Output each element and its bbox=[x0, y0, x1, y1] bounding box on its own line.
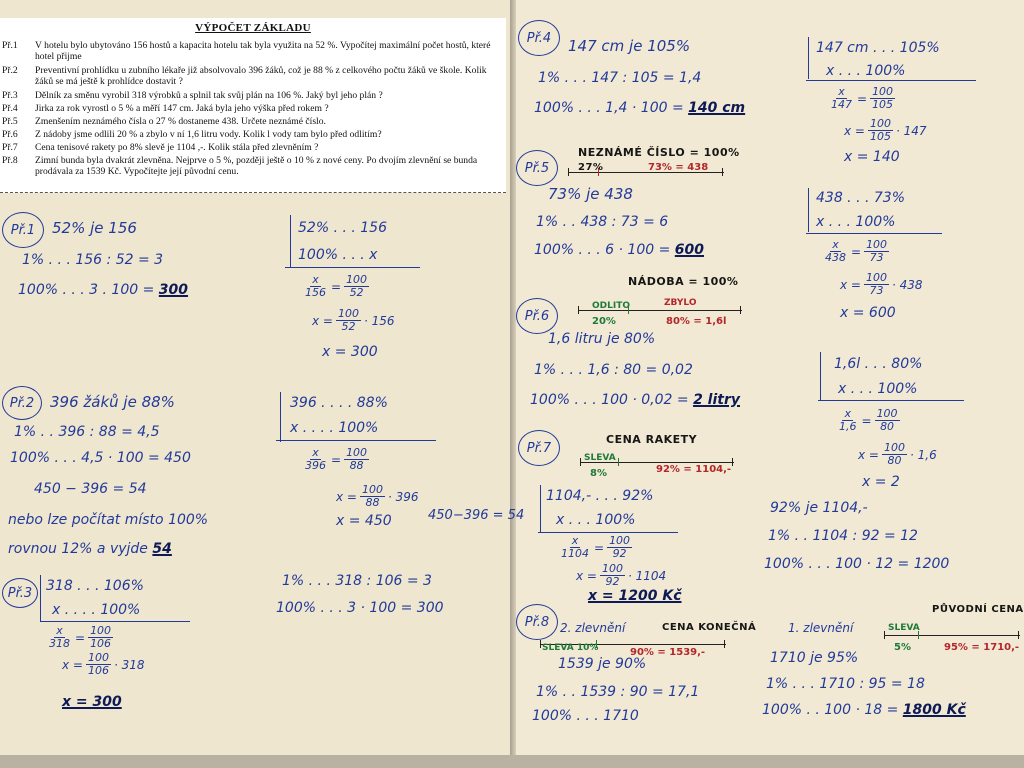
p1-proportion-b: 100% . . . x bbox=[298, 247, 378, 263]
p2-difference: 450 − 396 = 54 bbox=[34, 481, 147, 497]
p3-equation-2 bbox=[62, 652, 145, 677]
equation-rhs: · 147 bbox=[895, 123, 927, 138]
problem-number: Př.8 bbox=[2, 155, 18, 166]
p2-equation-2 bbox=[336, 484, 419, 509]
problem-number: Př.4 bbox=[2, 103, 18, 114]
problem-7-label-circle bbox=[518, 430, 560, 466]
fraction-denominator: 52 bbox=[341, 320, 356, 333]
problem-3-label: Př.3 bbox=[7, 585, 33, 601]
p8-first-bar-segment-a-label: SLEVA bbox=[888, 623, 920, 633]
problem-8 bbox=[2, 155, 502, 178]
p6-proportion-rule bbox=[818, 400, 964, 401]
p3-proportion-a: 318 . . . 106% bbox=[46, 578, 144, 594]
p3-proportion-rule bbox=[40, 621, 190, 622]
problem-5 bbox=[2, 116, 502, 127]
fraction-denominator: 1,6 bbox=[839, 420, 857, 433]
fraction-denominator: 156 bbox=[305, 286, 326, 299]
equation-lhs: x = bbox=[844, 123, 865, 138]
p4-one-percent: 1% . . . 147 : 105 = 1,4 bbox=[538, 70, 702, 86]
equation-lhs: x = bbox=[336, 489, 357, 504]
problem-text: Cena tenisové rakety po 8% slevě je 1104 ,-. Kolik stála před zlevněním ? bbox=[35, 142, 319, 153]
p3-hundred-percent: 100% . . . 3 · 100 = 300 bbox=[276, 600, 444, 616]
p4-proportion-a: 147 cm . . . 105% bbox=[816, 40, 940, 56]
p6-proportion-a: 1,6l . . . 80% bbox=[834, 356, 923, 372]
fraction-denominator: 73 bbox=[869, 284, 884, 297]
p8-bar-tick bbox=[884, 631, 885, 639]
fraction-numerator: 100 bbox=[346, 273, 368, 286]
p4-given: 147 cm je 105% bbox=[568, 37, 691, 55]
printed-assignment-sheet bbox=[0, 18, 506, 193]
p5-answer: 600 bbox=[674, 242, 705, 258]
fraction-denominator: 105 bbox=[869, 130, 891, 143]
p5-segment-a: 27% bbox=[578, 162, 604, 173]
problem-number: Př.7 bbox=[2, 142, 18, 153]
p6-segment-b: 80% = 1,6l bbox=[666, 316, 727, 327]
p6-proportion-bracket bbox=[820, 352, 821, 400]
problem-1 bbox=[2, 40, 502, 63]
problem-text: Jirka za rok vyrostl o 5 % a měří 147 cm. Jaká byla jeho výška před rokem ? bbox=[35, 103, 329, 114]
p3-equation-1: $\frac{x}{318}$ = $\frac{100}{106}$ bbox=[49, 624, 112, 650]
problem-4 bbox=[2, 103, 502, 114]
problem-7 bbox=[2, 142, 502, 153]
fraction-denominator: 80 bbox=[880, 420, 895, 433]
problem-2-label-circle bbox=[2, 386, 42, 420]
problem-3 bbox=[2, 90, 502, 101]
p3-proportion-b: x . . . . 100% bbox=[52, 602, 141, 618]
p7-equation-1: $\frac{x}{1104}$ = $\frac{100}{92}$ bbox=[561, 534, 631, 560]
fraction-numerator: x bbox=[312, 273, 319, 286]
problem-text: Dělník za směnu vyrobil 318 výrobků a splnil tak svůj plán na 106 %. Jaký byl jeho plán ? bbox=[35, 90, 383, 101]
fraction-numerator: x bbox=[832, 238, 839, 251]
equation-rhs: · 1,6 bbox=[909, 447, 937, 462]
p6-one-percent: 1% . . . 1,6 : 80 = 0,02 bbox=[534, 362, 693, 378]
p4-equation-2 bbox=[844, 118, 927, 143]
p8-hundred-percent-1 bbox=[762, 702, 966, 718]
problem-1-label: Př.1 bbox=[10, 222, 36, 238]
fraction-denominator: 438 bbox=[825, 251, 846, 264]
p1-one-percent: 1% . . . 156 : 52 = 3 bbox=[22, 252, 164, 268]
fraction-denominator: 73 bbox=[869, 251, 884, 264]
p2-note-line-2 bbox=[8, 541, 172, 557]
fraction-denominator: 88 bbox=[349, 459, 364, 472]
p5-given: 73% je 438 bbox=[548, 185, 633, 203]
p1-result: x = 300 bbox=[322, 344, 378, 360]
fraction-denominator: 1104 bbox=[561, 547, 589, 560]
problem-4-label: Př.4 bbox=[526, 30, 552, 46]
equation-rhs: · 318 bbox=[113, 657, 145, 672]
problem-7-label: Př.7 bbox=[526, 440, 552, 456]
p5-equation-2 bbox=[840, 272, 923, 297]
p4-result: x = 140 bbox=[844, 149, 900, 165]
p7-one-percent: 1% . . 1104 : 92 = 12 bbox=[768, 528, 918, 544]
p8-original-price-label: PŮVODNÍ CENA bbox=[932, 604, 1024, 615]
fraction-denominator: 52 bbox=[349, 286, 364, 299]
p5-result: x = 600 bbox=[840, 305, 896, 321]
p2-proportion-b: x . . . . 100% bbox=[290, 420, 379, 436]
p7-bar-tick bbox=[580, 458, 581, 466]
problem-text: Zmenšením neznámého čísla o 27 % dostaneme 438. Určete neznámé číslo. bbox=[35, 116, 326, 127]
problem-text: Preventivní prohlídku u zubního lékaře již absolvovalo 396 žáků, což je 88 % z celkového počtu žáků ve škole. Kolik žáků se má ještě k prohlídce dostavit ? bbox=[35, 65, 487, 88]
fraction-denominator: 147 bbox=[831, 98, 852, 111]
p5-proportion-bracket bbox=[808, 188, 809, 232]
p7-segment-a: 8% bbox=[590, 468, 607, 479]
p4-hundred-text: 100% . . . 1,4 · 100 = bbox=[534, 100, 684, 116]
scanner-edge bbox=[0, 755, 1024, 768]
p7-equation-2 bbox=[576, 563, 666, 588]
fraction-denominator: 88 bbox=[365, 496, 380, 509]
equation-rhs: · 438 bbox=[891, 277, 923, 292]
fraction-denominator: 92 bbox=[612, 547, 627, 560]
problem-3-label-circle bbox=[2, 578, 38, 608]
fraction-numerator: x bbox=[838, 85, 845, 98]
p2-note-line-1: nebo lze počítat místo 100% bbox=[8, 512, 209, 528]
p7-segment-b: 92% = 1104,- bbox=[656, 464, 732, 475]
p6-bar bbox=[578, 310, 742, 311]
p2-proportion-a: 396 . . . . 88% bbox=[290, 395, 388, 411]
equation-lhs: x = bbox=[840, 277, 861, 292]
fraction-numerator: 100 bbox=[609, 534, 631, 547]
p5-bar-tick bbox=[722, 168, 723, 176]
p7-proportion-a: 1104,- . . . 92% bbox=[546, 488, 654, 504]
problem-text: Z nádoby jsme odlili 20 % a zbylo v ní 1,6 litru vody. Kolik l vody tam bylo před odlitím? bbox=[35, 129, 382, 140]
p1-proportion-a: 52% . . . 156 bbox=[298, 220, 387, 236]
fraction-numerator: 100 bbox=[865, 271, 887, 284]
p5-hundred-text: 100% . . . 6 · 100 = bbox=[534, 242, 671, 258]
equation-lhs: x = bbox=[62, 657, 83, 672]
p8-first-discount-label: 1. zlevnění bbox=[788, 621, 854, 635]
p8-first-bar bbox=[884, 635, 1020, 636]
p5-proportion-b: x . . . 100% bbox=[816, 214, 896, 230]
fraction-numerator: 100 bbox=[866, 238, 888, 251]
p1-given: 52% je 156 bbox=[52, 219, 137, 237]
p8-first-bar-segment-b: 95% = 1710,- bbox=[944, 642, 1020, 653]
fraction-denominator: 92 bbox=[605, 575, 620, 588]
p8-one-percent-2: 1% . . 1539 : 90 = 17,1 bbox=[536, 684, 700, 700]
problem-2 bbox=[2, 65, 502, 88]
p2-note-text: rovnou 12% a vyjde bbox=[8, 541, 148, 557]
p8-second-discount-label: 2. zlevnění bbox=[560, 621, 626, 635]
equation-rhs: · 1104 bbox=[627, 568, 667, 583]
problem-number: Př.6 bbox=[2, 129, 18, 140]
problem-number: Př.5 bbox=[2, 116, 18, 127]
p8-bar-tick bbox=[1018, 631, 1019, 639]
p6-segment-a-label: ODLITO bbox=[592, 301, 630, 311]
problem-text: V hotelu bylo ubytováno 156 hostů a kapacita hotelu tak byla využita na 52 %. Vypočítej maximální počet hostů, které hotel přijme bbox=[35, 40, 491, 63]
p5-bar-header: NEZNÁMÉ ČÍSLO = 100% bbox=[578, 146, 740, 159]
p7-proportion-b: x . . . 100% bbox=[556, 512, 636, 528]
fraction-numerator: 100 bbox=[346, 446, 368, 459]
problem-1-label-circle bbox=[2, 212, 44, 248]
problem-8-label: Př.8 bbox=[524, 614, 550, 630]
equation-lhs: x = bbox=[312, 313, 333, 328]
p2-proportion-rule bbox=[276, 440, 436, 441]
equation-lhs: x = bbox=[858, 447, 879, 462]
p6-bar-tick bbox=[578, 306, 579, 314]
p8-given-1: 1710 je 95% bbox=[770, 650, 859, 666]
fraction-numerator: x bbox=[571, 534, 579, 547]
fraction-denominator: 105 bbox=[872, 98, 894, 111]
p6-equation-1: $\frac{x}{1,6}$ = $\frac{100}{80}$ bbox=[839, 407, 898, 433]
p7-answer: x = 1200 Kč bbox=[588, 588, 682, 604]
problem-number: Př.2 bbox=[2, 65, 18, 76]
p4-equation-1: $\frac{x}{147}$ = $\frac{100}{105}$ bbox=[831, 85, 894, 111]
fraction-numerator: 100 bbox=[361, 483, 383, 496]
p5-proportion-rule bbox=[806, 233, 942, 234]
p8-second-bar-segment-a: SLEVA 10% bbox=[542, 643, 599, 653]
fraction-numerator: x bbox=[312, 446, 319, 459]
p1-proportion-bracket bbox=[290, 215, 291, 267]
p7-hundred-percent: 100% . . . 100 · 12 = 1200 bbox=[764, 556, 950, 572]
p8-second-bar-segment-b: 90% = 1539,- bbox=[630, 647, 706, 658]
p1-proportion-rule bbox=[285, 267, 420, 268]
fraction-numerator: 100 bbox=[883, 441, 905, 454]
p3-answer: x = 300 bbox=[62, 694, 122, 710]
p2-one-percent: 1% . . 396 : 88 = 4,5 bbox=[14, 424, 160, 440]
equation-rhs: · 396 bbox=[387, 489, 419, 504]
fraction-numerator: x bbox=[56, 624, 63, 637]
problem-5-label-circle bbox=[516, 150, 558, 186]
p5-bar-tick bbox=[568, 168, 569, 176]
fraction-denominator: 396 bbox=[305, 459, 326, 472]
p1-hundred-percent bbox=[18, 282, 188, 298]
fraction-denominator: 318 bbox=[49, 637, 70, 650]
p3-proportion-bracket bbox=[40, 575, 41, 621]
p2-side-calc: 450−396 = 54 bbox=[428, 508, 525, 523]
p6-given: 1,6 litru je 80% bbox=[548, 331, 656, 347]
p4-proportion-b: x . . . 100% bbox=[826, 63, 906, 79]
p8-bar-tick bbox=[540, 640, 541, 648]
problem-4-label-circle bbox=[518, 20, 560, 56]
equation-lhs: x = bbox=[576, 568, 597, 583]
p2-hundred-percent: 100% . . . 4,5 · 100 = 450 bbox=[10, 450, 191, 466]
fraction-numerator: 100 bbox=[872, 85, 894, 98]
p2-result: x = 450 bbox=[336, 513, 392, 529]
fraction-numerator: 100 bbox=[90, 624, 112, 637]
p5-equation-1: $\frac{x}{438}$ = $\frac{100}{73}$ bbox=[825, 238, 888, 264]
problem-2-label: Př.2 bbox=[9, 395, 35, 411]
page-gutter bbox=[510, 0, 516, 768]
p8-final-price-label: CENA KONEČNÁ bbox=[662, 622, 757, 633]
p8-answer: 1800 Kč bbox=[902, 702, 966, 718]
fraction-numerator: 100 bbox=[869, 117, 891, 130]
sheet-title: VÝPOČET ZÁKLADU bbox=[195, 22, 311, 34]
p4-hundred-percent bbox=[534, 100, 745, 116]
p7-proportion-rule bbox=[538, 532, 678, 533]
p5-proportion-a: 438 . . . 73% bbox=[816, 190, 905, 206]
p2-equation-1: $\frac{x}{396}$ = $\frac{100}{88}$ bbox=[305, 446, 368, 472]
p1-answer: 300 bbox=[158, 282, 189, 298]
p7-bar-tick bbox=[618, 458, 619, 466]
fraction-numerator: 100 bbox=[87, 651, 109, 664]
equation-rhs: · 156 bbox=[363, 313, 395, 328]
fraction-numerator: 100 bbox=[337, 307, 359, 320]
p6-answer: 2 litry bbox=[693, 392, 740, 408]
problem-6-label-circle bbox=[516, 298, 558, 334]
p6-bar-tick bbox=[740, 306, 741, 314]
p4-proportion-rule bbox=[806, 80, 976, 81]
problem-6 bbox=[2, 129, 502, 140]
p2-proportion-bracket bbox=[280, 392, 281, 442]
p8-bar-tick bbox=[918, 631, 919, 639]
p7-segment-a-label: SLEVA bbox=[584, 453, 616, 463]
p6-segment-a: 20% bbox=[592, 316, 616, 327]
p8-first-bar-segment-a: 5% bbox=[894, 642, 911, 653]
problem-8-label-circle bbox=[516, 604, 558, 640]
problem-text: Zimní bunda byla dvakrát zlevněna. Nejprve o 5 %, později ještě o 10 % z nové ceny. Po dvojím zlevnění se bunda prodávala za 1539 Kč. Vypočítejte její původní cenu. bbox=[35, 155, 478, 178]
p6-proportion-b: x . . . 100% bbox=[838, 381, 918, 397]
p6-bar-tick bbox=[628, 306, 629, 314]
p8-bar-tick bbox=[724, 640, 725, 648]
problem-number: Př.3 bbox=[2, 90, 18, 101]
p8-given-2: 1539 je 90% bbox=[558, 656, 647, 672]
p3-one-percent: 1% . . . 318 : 106 = 3 bbox=[282, 573, 432, 589]
p8-one-percent-1: 1% . . . 1710 : 95 = 18 bbox=[766, 676, 925, 692]
problem-number: Př.1 bbox=[2, 40, 18, 51]
fraction-numerator: 100 bbox=[601, 562, 623, 575]
fraction-numerator: 100 bbox=[876, 407, 898, 420]
p7-proportion-bracket bbox=[540, 485, 541, 533]
p8-hundred-text: 100% . . 100 · 18 = bbox=[762, 702, 899, 718]
p7-bar-header: CENA RAKETY bbox=[606, 433, 698, 446]
p1-equation-2 bbox=[312, 308, 395, 333]
p7-bar-tick bbox=[732, 458, 733, 466]
p4-proportion-bracket bbox=[808, 37, 809, 79]
p6-bar-header: NÁDOBA = 100% bbox=[628, 275, 739, 288]
sheet-dashed-rule bbox=[0, 192, 506, 193]
fraction-denominator: 80 bbox=[887, 454, 902, 467]
p6-hundred-text: 100% . . . 100 · 0,02 = bbox=[530, 392, 689, 408]
p5-segment-b: 73% = 438 bbox=[648, 162, 709, 173]
fraction-numerator: x bbox=[844, 407, 851, 420]
p1-hundred-text: 100% . . . 3 . 100 = bbox=[18, 282, 155, 298]
p8-hundred-percent-2: 100% . . . 1710 bbox=[532, 708, 639, 724]
p1-equation-1: $\frac{x}{156}$ = $\frac{100}{52}$ bbox=[305, 273, 368, 299]
p6-segment-b-label: ZBYLO bbox=[664, 298, 697, 308]
p6-equation-2 bbox=[858, 442, 937, 467]
p5-one-percent: 1% . . 438 : 73 = 6 bbox=[536, 214, 669, 230]
p2-given: 396 žáků je 88% bbox=[50, 393, 175, 411]
problem-6-label: Př.6 bbox=[524, 308, 550, 324]
p5-hundred-percent bbox=[534, 242, 704, 258]
p2-answer: 54 bbox=[152, 541, 172, 557]
fraction-denominator: 106 bbox=[87, 664, 109, 677]
p7-given: 92% je 1104,- bbox=[770, 500, 868, 516]
p6-result: x = 2 bbox=[862, 474, 900, 490]
fraction-denominator: 106 bbox=[90, 637, 112, 650]
problem-5-label: Př.5 bbox=[524, 160, 550, 176]
p6-hundred-percent bbox=[530, 392, 740, 408]
p4-answer: 140 cm bbox=[688, 100, 746, 116]
